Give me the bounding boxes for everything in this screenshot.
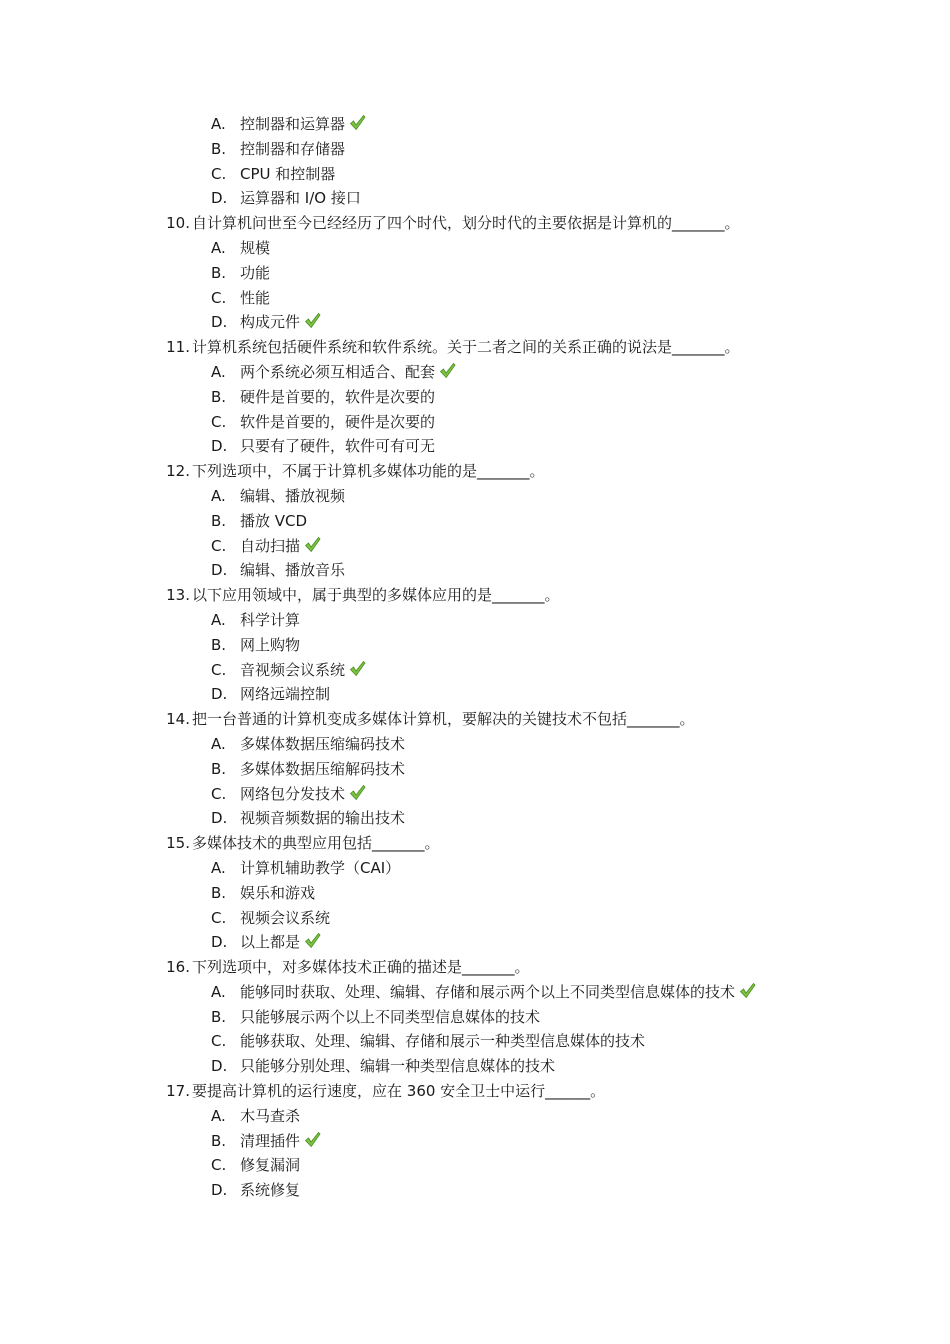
option-text	[240, 856, 400, 881]
option-line	[0, 1029, 950, 1054]
option-letter: A.	[211, 982, 226, 1001]
question-number: 15.	[166, 834, 190, 853]
option-letter: B.	[211, 263, 227, 282]
option-letter: A.	[211, 238, 226, 257]
option-line	[0, 1104, 950, 1129]
question-number: 17.	[166, 1082, 190, 1101]
option-letter: C.	[211, 288, 227, 307]
option-line	[0, 1054, 950, 1079]
option-label: 能够获取、处理、编辑、存储和展示一种类型信息媒体的技术	[240, 1032, 646, 1051]
question-text: 下列选项中，不属于计算机多媒体功能的是_______。	[192, 462, 545, 481]
option-letter: D.	[211, 809, 228, 828]
option-label: 视频音频数据的输出技术	[240, 809, 406, 828]
option-letter: B.	[211, 759, 227, 778]
option-line	[0, 856, 950, 881]
option-line	[0, 1005, 950, 1030]
option-text	[240, 360, 456, 385]
option-text	[240, 484, 345, 509]
question-text: 多媒体技术的典型应用包括_______。	[192, 834, 440, 853]
question-number: 14.	[166, 710, 190, 729]
option-label: 硬件是首要的，软件是次要的	[240, 387, 436, 406]
checkmark-icon	[739, 982, 756, 999]
option-label: 两个系统必须互相适合、配套	[240, 362, 436, 381]
option-label: 运算器和 I/O 接口	[240, 189, 361, 208]
option-label: 多媒体数据压缩解码技术	[240, 759, 406, 778]
checkmark-icon	[304, 932, 321, 949]
option-line	[0, 434, 950, 459]
option-letter: C.	[211, 164, 227, 183]
option-label: 修复漏洞	[240, 1156, 301, 1175]
option-letter: C.	[211, 536, 227, 555]
option-letter: A.	[211, 734, 226, 753]
option-label: 视频会议系统	[240, 908, 331, 927]
option-letter: A.	[211, 362, 226, 381]
option-line	[0, 410, 950, 435]
option-text	[240, 906, 330, 931]
option-text	[240, 162, 335, 187]
question-line	[0, 955, 950, 980]
option-text	[240, 1178, 300, 1203]
option-letter: C.	[211, 784, 227, 803]
option-label: 科学计算	[240, 610, 301, 629]
question-line	[0, 707, 950, 732]
option-letter: D.	[211, 313, 228, 332]
option-label: 控制器和运算器	[240, 115, 346, 133]
option-label: 娱乐和游戏	[240, 883, 316, 902]
option-letter: A.	[211, 610, 226, 629]
option-line	[0, 806, 950, 831]
option-letter: C.	[211, 660, 227, 679]
option-line	[0, 980, 950, 1005]
option-label: 软件是首要的，硬件是次要的	[240, 412, 436, 431]
checkmark-icon	[439, 362, 456, 379]
option-text	[240, 608, 300, 633]
option-text	[240, 261, 270, 286]
option-label: 构成元件	[240, 313, 301, 332]
option-line	[0, 1129, 950, 1154]
option-text	[240, 881, 315, 906]
option-letter: D.	[211, 189, 228, 208]
option-label: 编辑、播放视频	[240, 486, 346, 505]
option-letter: D.	[211, 933, 228, 952]
question-line	[0, 335, 950, 360]
option-text	[240, 1153, 300, 1178]
question-number: 11.	[166, 338, 190, 357]
checkmark-icon	[304, 536, 321, 553]
option-line	[0, 608, 950, 633]
option-line	[0, 534, 950, 559]
question-number: 10.	[166, 214, 190, 233]
option-text	[240, 558, 345, 583]
question-text: 计算机系统包括硬件系统和软件系统。关于二者之间的关系正确的说法是_______。	[192, 338, 740, 357]
option-text	[240, 980, 756, 1005]
option-text	[240, 658, 366, 683]
option-line	[0, 186, 950, 211]
option-label: 只能够分别处理、编辑一种类型信息媒体的技术	[240, 1057, 556, 1076]
option-text	[240, 732, 405, 757]
option-text	[240, 682, 330, 707]
option-label: 音视频会议系统	[240, 660, 346, 679]
option-text	[240, 1029, 645, 1054]
option-letter: C.	[211, 412, 227, 431]
checkmark-icon	[349, 114, 366, 131]
option-text	[240, 534, 321, 559]
option-label: 功能	[240, 263, 271, 282]
option-line	[0, 484, 950, 509]
option-label: 清理插件	[240, 1131, 301, 1150]
option-letter: A.	[211, 858, 226, 877]
option-letter: B.	[211, 1131, 227, 1150]
option-letter: D.	[211, 561, 228, 580]
option-text	[240, 112, 366, 137]
option-line	[0, 682, 950, 707]
option-text	[240, 1005, 540, 1030]
question-number: 12.	[166, 462, 190, 481]
option-line	[0, 1178, 950, 1203]
option-letter: B.	[211, 139, 227, 158]
option-text	[240, 1104, 300, 1129]
question-line	[0, 583, 950, 608]
option-line	[0, 162, 950, 187]
option-line	[0, 930, 950, 955]
option-text	[240, 410, 435, 435]
checkmark-icon	[349, 784, 366, 801]
option-label: 规模	[240, 238, 271, 257]
option-line	[0, 881, 950, 906]
option-letter: B.	[211, 635, 227, 654]
option-letter: D.	[211, 1057, 228, 1076]
question-text: 以下应用领域中，属于典型的多媒体应用的是_______。	[192, 586, 560, 605]
option-label: 只要有了硬件，软件可有可无	[240, 437, 436, 456]
option-line	[0, 509, 950, 534]
option-line	[0, 558, 950, 583]
question-number: 13.	[166, 586, 190, 605]
option-letter: A.	[211, 1106, 226, 1125]
option-line	[0, 385, 950, 410]
option-line	[0, 633, 950, 658]
option-line	[0, 310, 950, 335]
option-line	[0, 112, 950, 137]
option-line	[0, 782, 950, 807]
option-label: 计算机辅助教学（CAI）	[240, 858, 401, 877]
option-text	[240, 385, 435, 410]
option-text	[240, 186, 361, 211]
option-text	[240, 1129, 321, 1154]
option-line	[0, 236, 950, 261]
option-letter: C.	[211, 908, 227, 927]
option-label: 自动扫描	[240, 536, 301, 555]
option-text	[240, 930, 321, 955]
question-line	[0, 1079, 950, 1104]
question-text: 自计算机问世至今已经经历了四个时代，划分时代的主要依据是计算机的_______。	[192, 214, 740, 233]
option-label: 多媒体数据压缩编码技术	[240, 734, 406, 753]
option-line	[0, 137, 950, 162]
option-text	[240, 782, 366, 807]
option-text	[240, 286, 270, 311]
option-line	[0, 658, 950, 683]
question-text: 把一台普通的计算机变成多媒体计算机，要解决的关键技术不包括_______。	[192, 710, 695, 729]
option-text	[240, 509, 307, 534]
option-line	[0, 1153, 950, 1178]
option-text	[240, 236, 270, 261]
option-letter: D.	[211, 437, 228, 456]
option-label: 播放 VCD	[240, 511, 308, 530]
option-letter: A.	[211, 115, 226, 133]
option-label: 控制器和存储器	[240, 139, 346, 158]
option-text	[240, 1054, 555, 1079]
option-letter: C.	[211, 1032, 227, 1051]
option-label: 编辑、播放音乐	[240, 561, 346, 580]
option-letter: B.	[211, 387, 227, 406]
option-label: 木马查杀	[240, 1106, 301, 1125]
option-text	[240, 806, 405, 831]
option-line	[0, 757, 950, 782]
option-line	[0, 906, 950, 931]
option-letter: D.	[211, 685, 228, 704]
option-letter: B.	[211, 511, 227, 530]
option-label: 性能	[240, 288, 271, 307]
checkmark-icon	[304, 1131, 321, 1148]
quiz-document	[0, 112, 950, 1203]
option-label: CPU 和控制器	[240, 164, 336, 183]
option-label: 只能够展示两个以上不同类型信息媒体的技术	[240, 1007, 541, 1026]
option-line	[0, 261, 950, 286]
question-line	[0, 831, 950, 856]
option-line	[0, 360, 950, 385]
option-label: 系统修复	[240, 1181, 301, 1200]
option-label: 以上都是	[240, 933, 301, 952]
option-letter: C.	[211, 1156, 227, 1175]
option-text	[240, 137, 345, 162]
option-text	[240, 757, 405, 782]
option-text	[240, 434, 435, 459]
option-label: 网络远端控制	[240, 685, 331, 704]
question-line	[0, 459, 950, 484]
question-text: 要提高计算机的运行速度，应在 360 安全卫士中运行______。	[192, 1082, 606, 1101]
option-text	[240, 310, 321, 335]
option-letter: A.	[211, 486, 226, 505]
question-line	[0, 211, 950, 236]
checkmark-icon	[349, 660, 366, 677]
question-text: 下列选项中，对多媒体技术正确的描述是_______。	[192, 958, 530, 977]
option-line	[0, 286, 950, 311]
option-label: 能够同时获取、处理、编辑、存储和展示两个以上不同类型信息媒体的技术	[240, 982, 736, 1001]
option-letter: B.	[211, 1007, 227, 1026]
question-number: 16.	[166, 958, 190, 977]
option-label: 网上购物	[240, 635, 301, 654]
option-text	[240, 633, 300, 658]
option-letter: B.	[211, 883, 227, 902]
option-letter: D.	[211, 1181, 228, 1200]
option-line	[0, 732, 950, 757]
option-label: 网络包分发技术	[240, 784, 346, 803]
checkmark-icon	[304, 312, 321, 329]
